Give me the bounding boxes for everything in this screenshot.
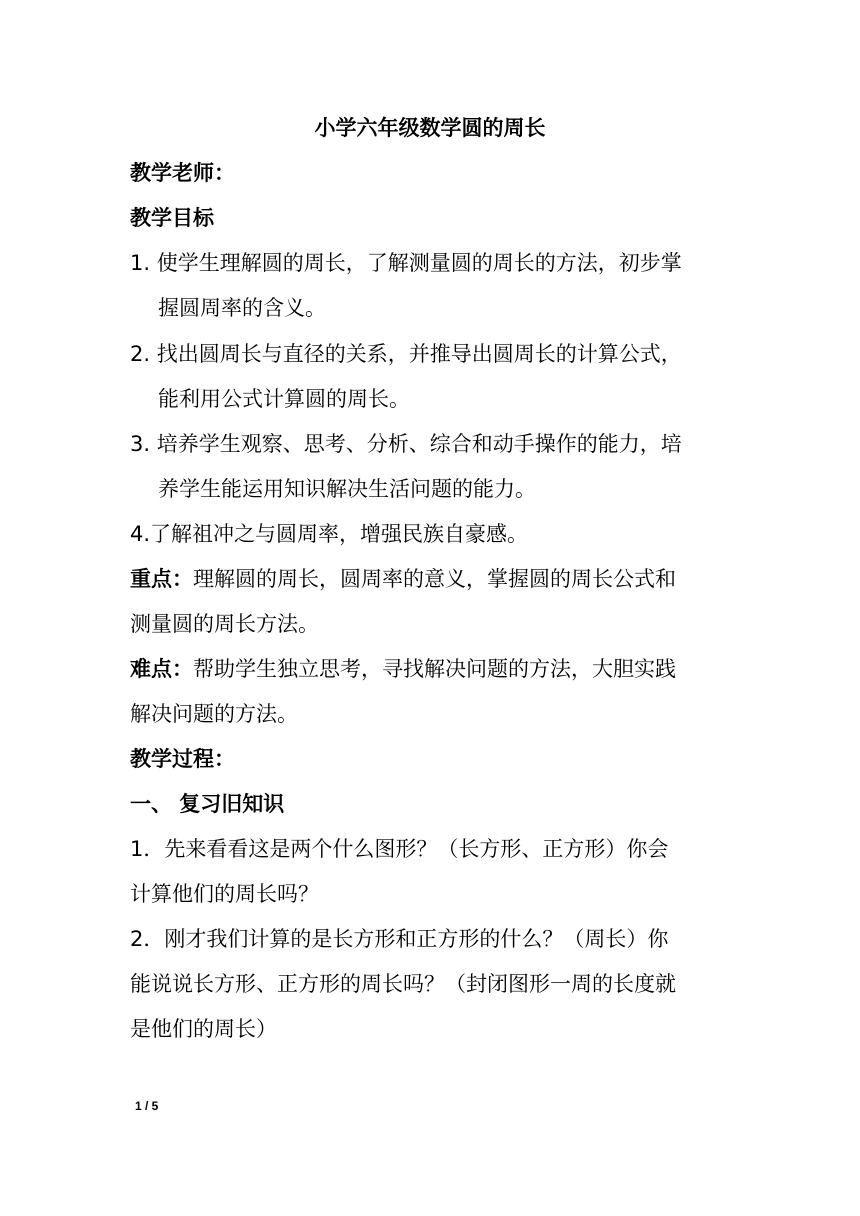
section1-heading: 一、 复习旧知识 — [130, 792, 285, 816]
difficulty-line2: 解决问题的方法。 — [130, 702, 298, 726]
objectives-heading: 教学目标 — [130, 206, 214, 230]
teacher-label: 教学老师： — [130, 161, 235, 185]
objective-item-2 — [130, 339, 734, 414]
key-point-text: 理解圆的周长，圆周率的意义，掌握圆的周长公式和 — [193, 567, 676, 591]
question2-line3: 是他们的周长） — [130, 1017, 277, 1041]
key-point-line2: 测量圆的周长方法。 — [130, 612, 319, 636]
objective-3-line1: 3. 培养学生观察、思考、分析、综合和动手操作的能力，培 — [130, 432, 682, 456]
objective-item-1 — [130, 248, 734, 323]
objective-2-line1: 2. 找出圆周长与直径的关系，并推导出圆周长的计算公式， — [130, 342, 682, 366]
objective-1-line2: 握圆周率的含义。 — [158, 296, 326, 320]
objective-1-line1: 1. 使学生理解圆的周长，了解测量圆的周长的方法，初步掌 — [130, 251, 682, 275]
question1-line1: 1．先来看看这是两个什么图形？（长方形、正方形）你会 — [130, 837, 669, 861]
key-point-label: 重点： — [130, 567, 193, 591]
objective-item-3 — [130, 429, 734, 504]
document-title: 小学六年级数学圆的周长 — [314, 116, 546, 140]
question2-line1: 2．刚才我们计算的是长方形和正方形的什么？（周长）你 — [130, 927, 669, 951]
difficulty-text: 帮助学生独立思考，寻找解决问题的方法，大胆实践 — [193, 657, 676, 681]
objective-item-4: 4.了解祖冲之与圆周率，增强民族自豪感。 — [130, 522, 529, 546]
objective-2-line2: 能利用公式计算圆的周长。 — [158, 387, 410, 411]
question1-line2: 计算他们的周长吗？ — [130, 882, 319, 906]
objective-3-line2: 养学生能运用知识解决生活问题的能力。 — [158, 477, 536, 501]
question2-line2: 能说说长方形、正方形的周长吗？（封闭图形一周的长度就 — [130, 972, 676, 996]
page-number: 1 / 5 — [135, 1099, 159, 1113]
process-heading: 教学过程： — [130, 747, 235, 771]
difficulty-label: 难点： — [130, 657, 193, 681]
key-point-line1 — [130, 564, 676, 594]
difficulty-line1 — [130, 654, 676, 684]
